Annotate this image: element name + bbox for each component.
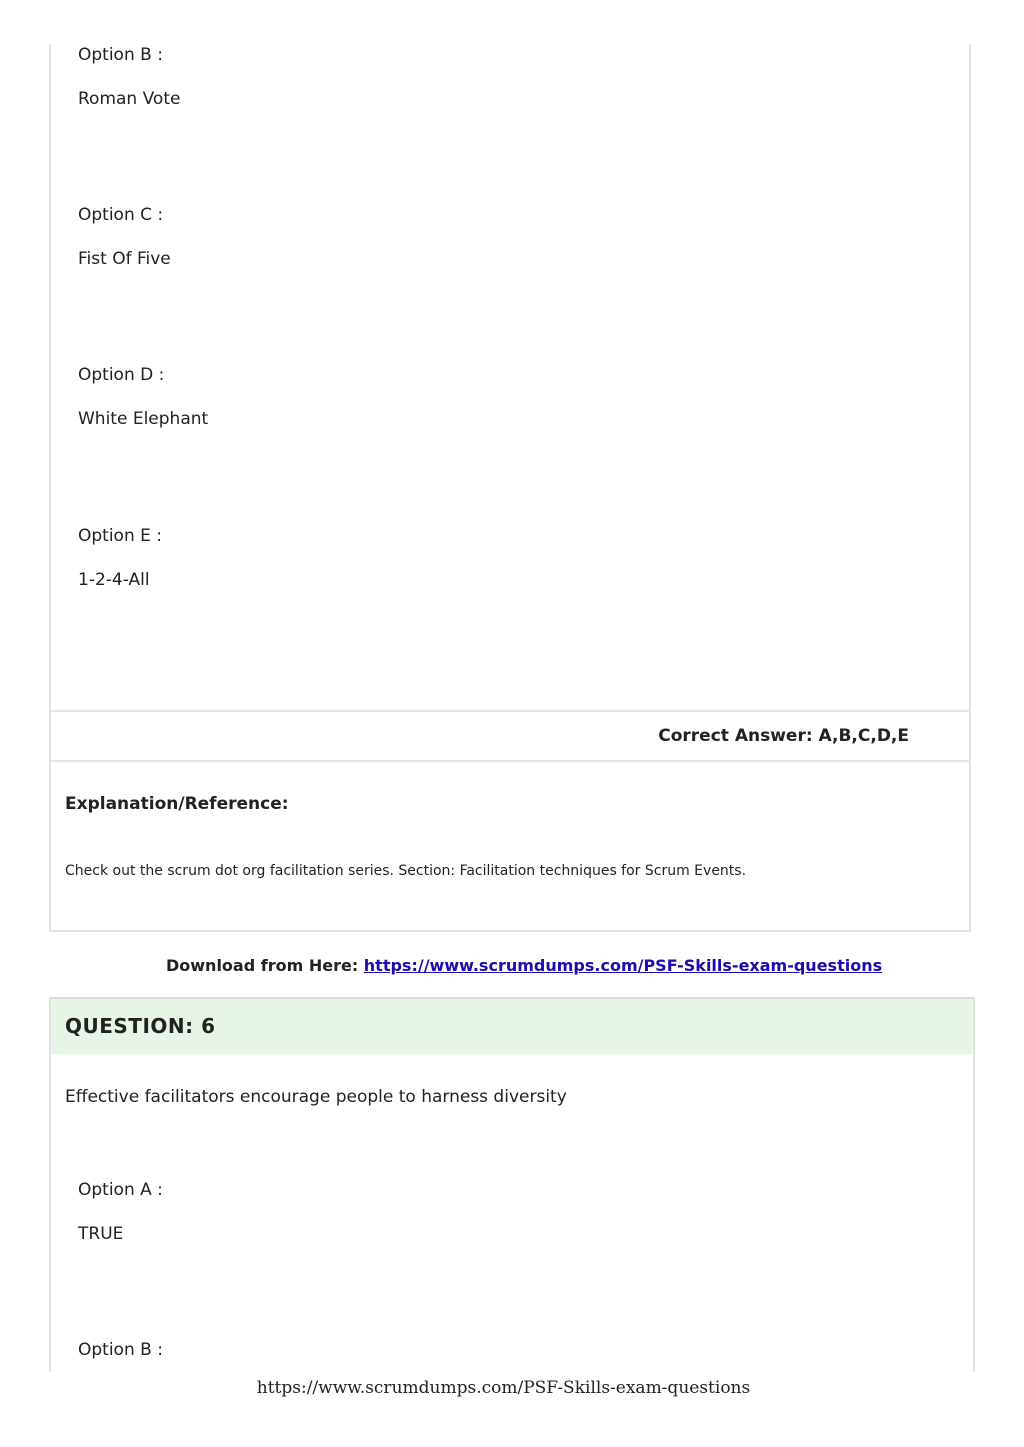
download-line xyxy=(166,956,882,975)
correct-answer-row xyxy=(51,710,971,762)
option-a-label: Option A : xyxy=(78,1180,163,1200)
option-b-label: Option B : xyxy=(78,1340,163,1360)
option-c-value: Fist Of Five xyxy=(78,249,171,269)
footer-url: https://www.scrumdumps.com/PSF-Skills-exam-questions xyxy=(256,1378,751,1398)
option-e-value: 1-2-4-All xyxy=(78,570,150,590)
explanation-text: Check out the scrum dot org facilitation series. Section: Facilitation techniques for Scrum Events. xyxy=(65,863,747,879)
question-title: QUESTION: 6 xyxy=(65,1014,216,1038)
option-c-label: Option C : xyxy=(78,205,164,225)
correct-answer: Correct Answer: A,B,C,D,E xyxy=(658,726,909,746)
option-b-value: Roman Vote xyxy=(78,89,181,109)
question-text: Effective facilitators encourage people to harness diversity xyxy=(65,1087,567,1107)
option-a-value: TRUE xyxy=(78,1224,124,1244)
option-b-label: Option B : xyxy=(78,45,163,65)
question-header xyxy=(51,999,973,1054)
option-d-label: Option D : xyxy=(78,365,165,385)
option-e-label: Option E : xyxy=(78,526,163,546)
download-link[interactable]: https://www.scrumdumps.com/PSF-Skills-exam-questions xyxy=(363,956,883,975)
download-prefix: Download from Here: xyxy=(166,956,364,975)
option-d-value: White Elephant xyxy=(78,409,209,429)
explanation-title: Explanation/Reference: xyxy=(65,794,289,814)
